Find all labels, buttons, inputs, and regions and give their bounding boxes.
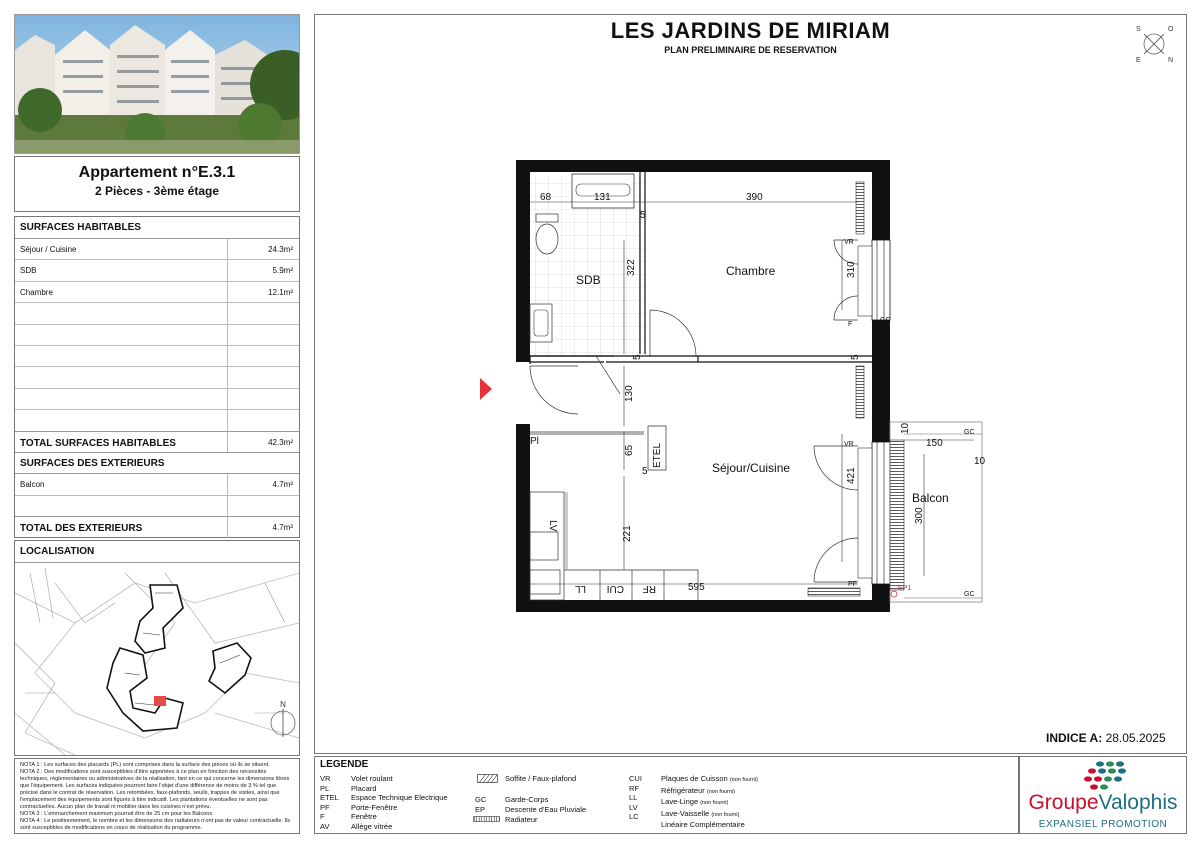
dim-5a: 5 [640, 210, 646, 221]
label-rf: RF [642, 583, 656, 594]
table-row [15, 282, 299, 303]
label-gc-2: GC [964, 429, 975, 436]
north-arrow-icon [271, 700, 295, 737]
wall-right-mid [872, 320, 890, 442]
table-row-empty [15, 325, 299, 346]
apartment-name: Appartement n°E.3.1 [78, 164, 236, 181]
legend-text: Placard [351, 783, 377, 793]
wall-left-lower [516, 424, 530, 612]
legend-text: Linéaire Complémentaire [661, 820, 745, 830]
total-value: 42.3m² [227, 432, 299, 452]
legend-text: Soffite / Faux-plafond [505, 774, 577, 783]
label-f-1: F [848, 321, 853, 328]
dim-390: 390 [746, 192, 763, 203]
notes-box [14, 758, 300, 834]
label-vr-1: VR [844, 239, 854, 246]
revision-indicator [1046, 731, 1166, 745]
label-ep1: EP1 [898, 585, 912, 592]
legend-col-texts [351, 774, 448, 832]
legend-code: VR [320, 774, 331, 783]
label-ll: LL [574, 583, 586, 594]
legend-text: Lave-Linge [661, 797, 699, 807]
surfaces-header: SURFACES HABITABLES [15, 217, 299, 239]
row-label: Balcon [20, 480, 45, 490]
room-sejour: Séjour/Cuisine [712, 461, 791, 475]
dim-131: 131 [594, 192, 611, 203]
legend-note: (non fourni) [706, 788, 736, 795]
row-value: 12.1m² [227, 282, 299, 302]
legend-text: Descente d'Eau Pluviale [505, 805, 587, 814]
label-etel: ETEL [652, 442, 663, 468]
wall-top [516, 160, 890, 172]
apartment-location-marker [154, 696, 166, 706]
dim-10a: 10 [900, 422, 911, 434]
legend-col-codes [320, 774, 339, 832]
indice-label: INDICE A: [1046, 731, 1103, 745]
note-4: NOTA 4 : Le positionnement, le nombre et les dimensions des radiateurs n'ont pas de valeur contractuelle. Ils sont susceptibles de modifications en cours de réalisation du programme. [20, 818, 291, 831]
legend-title: LEGENDE [320, 759, 369, 770]
legend-code: LL [629, 793, 638, 803]
legend-code: F [320, 812, 325, 822]
table-row [15, 260, 299, 281]
legend-code: LC [629, 812, 639, 822]
note-2: NOTA 2 : Des modifications sont susceptibles d'être apportées à ce plan en fonction des nécessités techniques, réglementaires ou administratives de la réalisation, tant en ce qui concerne les dimensions libres que l'équipement. Les surfaces indiquées pourront faire l'objet d'une différence de moins de 3 % tel que précisé dans le contrat de réservation. Les retombées, faux-plafonds, seuils, trappes de visites, ainsi que l'emplacement des équipements sont figurés à titre indicatif. Les plantations éventuelles ne sont pas contractuelles. Aucun plan de travail ni mobilier dans les cuisines n'est prévu. [20, 769, 290, 810]
label-gc-1: GC [880, 317, 891, 324]
legend-col3-codes [629, 774, 642, 822]
table-row [15, 239, 299, 260]
dim-5d: 5 [642, 466, 648, 477]
dim-150: 150 [926, 438, 943, 449]
floor-plan [314, 14, 1187, 724]
compass-s: S [1136, 26, 1141, 33]
compass-e: E [1136, 57, 1141, 64]
legend-note: (non fourni) [700, 800, 729, 807]
legend-text: Volet roulant [351, 774, 393, 783]
legend-box [314, 756, 1019, 834]
surfaces-table [14, 216, 300, 538]
dim-310: 310 [846, 261, 857, 278]
wall-left-upper [516, 160, 530, 362]
radiator-icon [473, 815, 501, 823]
table-row-empty [15, 303, 299, 324]
label-vr-2: VR [844, 441, 854, 448]
legend-code: RF [629, 783, 639, 793]
row-label: Chambre [20, 287, 53, 297]
dim-595: 595 [688, 582, 705, 593]
dim-130: 130 [624, 385, 635, 402]
row-label: SDB [20, 266, 37, 276]
note-1: NOTA 1 : Les surfaces des placards (PL) sont comprises dans la surface des pièces où ils se situent. [20, 762, 270, 768]
row-value: 4.7m² [227, 474, 299, 494]
dim-10b: 10 [974, 456, 986, 467]
site-map [15, 563, 299, 755]
legend-text: Réfrigérateur [661, 785, 705, 795]
legend-text: Radiateur [505, 815, 538, 824]
valophis-dots-icon [1078, 759, 1134, 791]
entrance-arrow-icon [480, 378, 492, 400]
soffite-hatch-icon [477, 774, 499, 784]
dim-322: 322 [626, 259, 637, 276]
legend-note: (non fourni) [729, 777, 758, 783]
legend-text: Fenêtre [351, 812, 377, 822]
label-lv: LV [547, 520, 558, 532]
label-gc-3: GC [964, 591, 975, 598]
dim-5c: 5 [850, 354, 861, 360]
row-label: Séjour / Cuisine [20, 245, 77, 254]
legend-text: Espace Technique Electrique [351, 793, 448, 803]
legend-text: Allège vitrée [351, 821, 393, 831]
indice-date: 28.05.2025 [1105, 731, 1166, 745]
legend-code: PF [320, 802, 330, 812]
building-photo [14, 14, 300, 154]
brand-name-part1: Groupe [1028, 791, 1099, 814]
legend-code: AV [320, 821, 330, 831]
apartment-title-box [14, 156, 300, 212]
legend-text: Porte-Fenêtre [351, 802, 398, 812]
ext-total-row [15, 517, 299, 538]
legend-code: ETEL [320, 793, 339, 803]
wall-bottom [516, 600, 890, 612]
compass-n: N [1168, 57, 1174, 64]
brand-tagline: EXPANSIEL PROMOTION [1038, 819, 1168, 830]
row-value: 5.9m² [227, 260, 299, 280]
project-subtitle: PLAN PRELIMINAIRE DE RESERVATION [664, 45, 837, 55]
dim-5b: 5 [632, 354, 643, 360]
legend-text: Plaques de Cuisson [661, 774, 728, 783]
dim-421: 421 [846, 467, 857, 484]
legend-text: Lave-Vaisselle [661, 808, 710, 818]
legend-code: EP [475, 805, 486, 814]
table-row-empty [15, 389, 299, 410]
table-row-empty [15, 367, 299, 388]
legend-code: LV [629, 802, 638, 812]
brand-name [1020, 791, 1186, 815]
legend-text: Garde-Corps [505, 795, 549, 804]
label-pf: PF [848, 581, 857, 588]
table-row-empty [15, 346, 299, 367]
compass-o: O [1168, 26, 1174, 33]
localisation-box [14, 540, 300, 756]
table-row-empty [15, 410, 299, 431]
legend-code: GC [475, 795, 487, 804]
dim-300: 300 [914, 507, 925, 524]
note-3: NOTA 3 : L'emmarchement maximum pourrait être de 25 cm pour les Balcons. [20, 811, 214, 817]
room-chambre: Chambre [726, 264, 776, 278]
label-cui: CUI [606, 583, 624, 594]
room-sdb: SDB [576, 273, 601, 287]
wall-right-bottom [872, 584, 890, 612]
legend-note: (non fourni) [711, 811, 740, 818]
dim-68: 68 [540, 192, 552, 203]
brand-logo [1019, 756, 1187, 834]
total-label: TOTAL SURFACES HABITABLES [20, 437, 176, 449]
table-row [15, 474, 299, 495]
legend-code: PL [320, 783, 330, 793]
localisation-header: LOCALISATION [15, 541, 299, 563]
row-value: 24.3m² [227, 239, 299, 259]
wall-right-top [872, 160, 890, 240]
brand-name-part2: Valophis [1098, 791, 1178, 814]
ext-total-label: TOTAL DES EXTERIEURS [20, 523, 143, 535]
ext-total-value: 4.7m² [227, 517, 299, 538]
legend-col3-texts [661, 774, 758, 830]
total-row [15, 432, 299, 453]
legend-code: CUI [629, 774, 642, 783]
apartment-description: 2 Pièces - 3ème étage [94, 184, 220, 198]
room-balcon: Balcon [912, 491, 949, 505]
project-title: LES JARDINS DE MIRIAM [610, 18, 891, 43]
exterior-header: SURFACES DES EXTERIEURS [15, 453, 299, 474]
dim-65: 65 [624, 444, 635, 456]
north-label: N [280, 700, 286, 709]
label-pl: Pl [530, 436, 539, 447]
dim-221: 221 [622, 525, 633, 542]
table-row-empty [15, 496, 299, 517]
